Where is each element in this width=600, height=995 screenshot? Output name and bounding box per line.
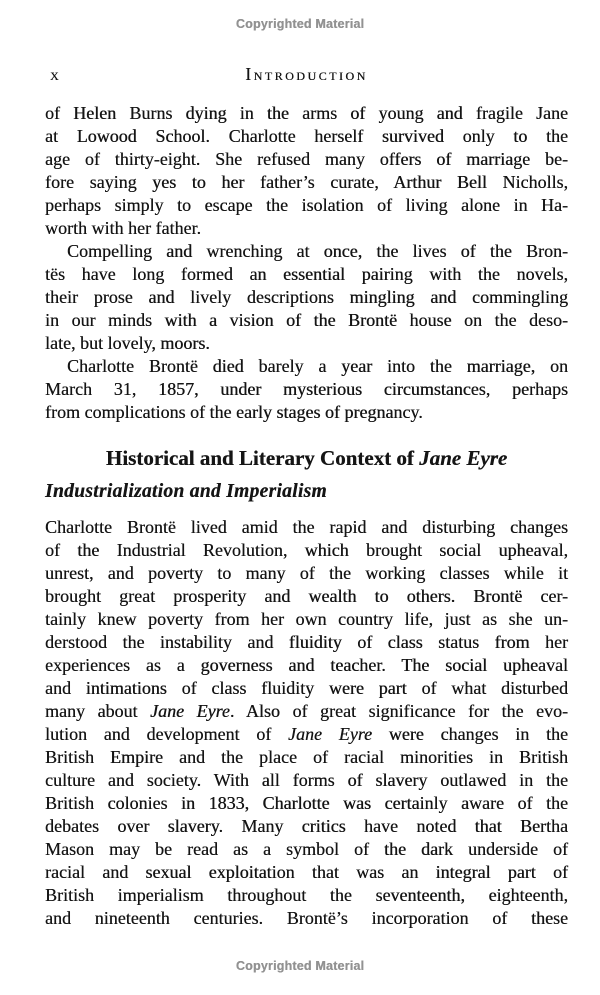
section-heading-text: Historical and Literary Context of <box>105 446 420 470</box>
text-segment: from complications of the early stages of pregnancy. <box>45 402 423 422</box>
text-line <box>45 332 568 355</box>
text-segment: were changes in the <box>372 724 568 744</box>
text-segment: Charlotte Brontë died barely a year into the marriage, on <box>67 356 568 376</box>
text-segment: . Also of great significance for the evo- <box>229 701 568 721</box>
page-body <box>45 102 568 930</box>
text-segment: Charlotte Brontë lived amid the rapid and disturbing changes <box>45 517 568 537</box>
text-segment: many about <box>45 701 151 721</box>
text-segment: Mason may be read as a symbol of the dark underside of <box>45 839 568 859</box>
text-segment: tës have long formed an essential pairing with the novels, <box>45 264 568 284</box>
text-line <box>45 516 568 539</box>
text-line <box>45 148 568 171</box>
text-segment: fore saying yes to her father’s curate, Arthur Bell Nicholls, <box>45 172 568 192</box>
text-line <box>45 608 568 631</box>
book-title-italic: Jane Eyre <box>150 701 230 721</box>
text-line <box>45 884 568 907</box>
text-line <box>45 263 568 286</box>
text-line <box>45 700 568 723</box>
text-segment: age of thirty-eight. She refused many offers of marriage be- <box>45 149 568 169</box>
chapter-title: Introduction <box>245 64 368 84</box>
text-line <box>45 861 568 884</box>
text-segment: their prose and lively descriptions mingling and commingling <box>45 287 568 307</box>
section-heading <box>45 446 568 471</box>
text-segment: and intimations of class fluidity were part of what disturbed <box>45 678 568 698</box>
body-paragraph <box>45 240 568 355</box>
text-segment: in our minds with a vision of the Brontë house on the deso- <box>45 310 568 330</box>
text-line <box>45 378 568 401</box>
text-segment: and nineteenth centuries. Brontë’s incorporation of these <box>45 908 568 928</box>
text-segment: at Lowood School. Charlotte herself survived only to the <box>45 126 568 146</box>
text-line <box>45 585 568 608</box>
text-line <box>45 677 568 700</box>
text-line <box>45 401 568 424</box>
text-segment: British imperialism throughout the seventeenth, eighteenth, <box>45 885 568 905</box>
text-line <box>45 355 568 378</box>
text-line <box>45 769 568 792</box>
text-line <box>45 102 568 125</box>
copyright-notice-top: Copyrighted Material <box>235 17 365 31</box>
text-segment: lution and development of <box>45 724 288 744</box>
text-line <box>45 539 568 562</box>
intro-paragraphs <box>45 102 568 424</box>
body-paragraph <box>45 102 568 240</box>
text-segment: experiences as a governess and teacher. The social upheaval <box>45 655 568 675</box>
body-paragraph <box>45 516 568 930</box>
page-number: x <box>50 65 59 84</box>
subsection-heading: Industrialization and Imperialism <box>45 481 327 502</box>
book-title-italic: Jane Eyre <box>287 724 373 744</box>
text-line <box>45 309 568 332</box>
text-segment: derstood the instability and fluidity of class status from her <box>45 632 568 652</box>
text-segment: culture and society. With all forms of slavery outlawed in the <box>45 770 568 790</box>
text-segment: British Empire and the place of racial minorities in British <box>45 747 568 767</box>
text-line <box>45 125 568 148</box>
text-line <box>45 240 568 263</box>
text-line <box>45 171 568 194</box>
copyright-notice-bottom: Copyrighted Material <box>235 959 365 973</box>
text-line <box>45 723 568 746</box>
section-paragraphs <box>45 516 568 930</box>
text-line <box>45 562 568 585</box>
text-line <box>45 654 568 677</box>
text-segment: Compelling and wrenching at once, the lives of the Bron- <box>67 241 568 261</box>
text-line <box>45 631 568 654</box>
text-line <box>45 838 568 861</box>
book-title-italic: Jane Eyre <box>419 446 508 470</box>
text-segment: debates over slavery. Many critics have noted that Bertha <box>45 816 568 836</box>
running-header <box>45 64 568 88</box>
text-line <box>45 792 568 815</box>
text-segment: British colonies in 1833, Charlotte was certainly aware of the <box>45 793 568 813</box>
text-segment: late, but lovely, moors. <box>45 333 210 353</box>
text-segment: brought great prosperity and wealth to others. Brontë cer- <box>45 586 568 606</box>
text-line <box>45 815 568 838</box>
text-segment: March 31, 1857, under mysterious circumstances, perhaps <box>45 379 568 399</box>
text-line <box>45 194 568 217</box>
text-line <box>45 217 568 240</box>
text-line <box>45 907 568 930</box>
text-segment: racial and sexual exploitation that was an integral part of <box>45 862 568 882</box>
text-segment: unrest, and poverty to many of the working classes while it <box>45 563 568 583</box>
text-segment: of Helen Burns dying in the arms of young and fragile Jane <box>45 103 568 123</box>
text-segment: worth with her father. <box>45 218 201 238</box>
text-line <box>45 286 568 309</box>
text-line <box>45 746 568 769</box>
text-segment: perhaps simply to escape the isolation of living alone in Ha- <box>45 195 568 215</box>
text-segment: of the Industrial Revolution, which brought social upheaval, <box>45 540 568 560</box>
body-paragraph <box>45 355 568 424</box>
text-segment: tainly knew poverty from her own country life, just as she un- <box>45 609 568 629</box>
